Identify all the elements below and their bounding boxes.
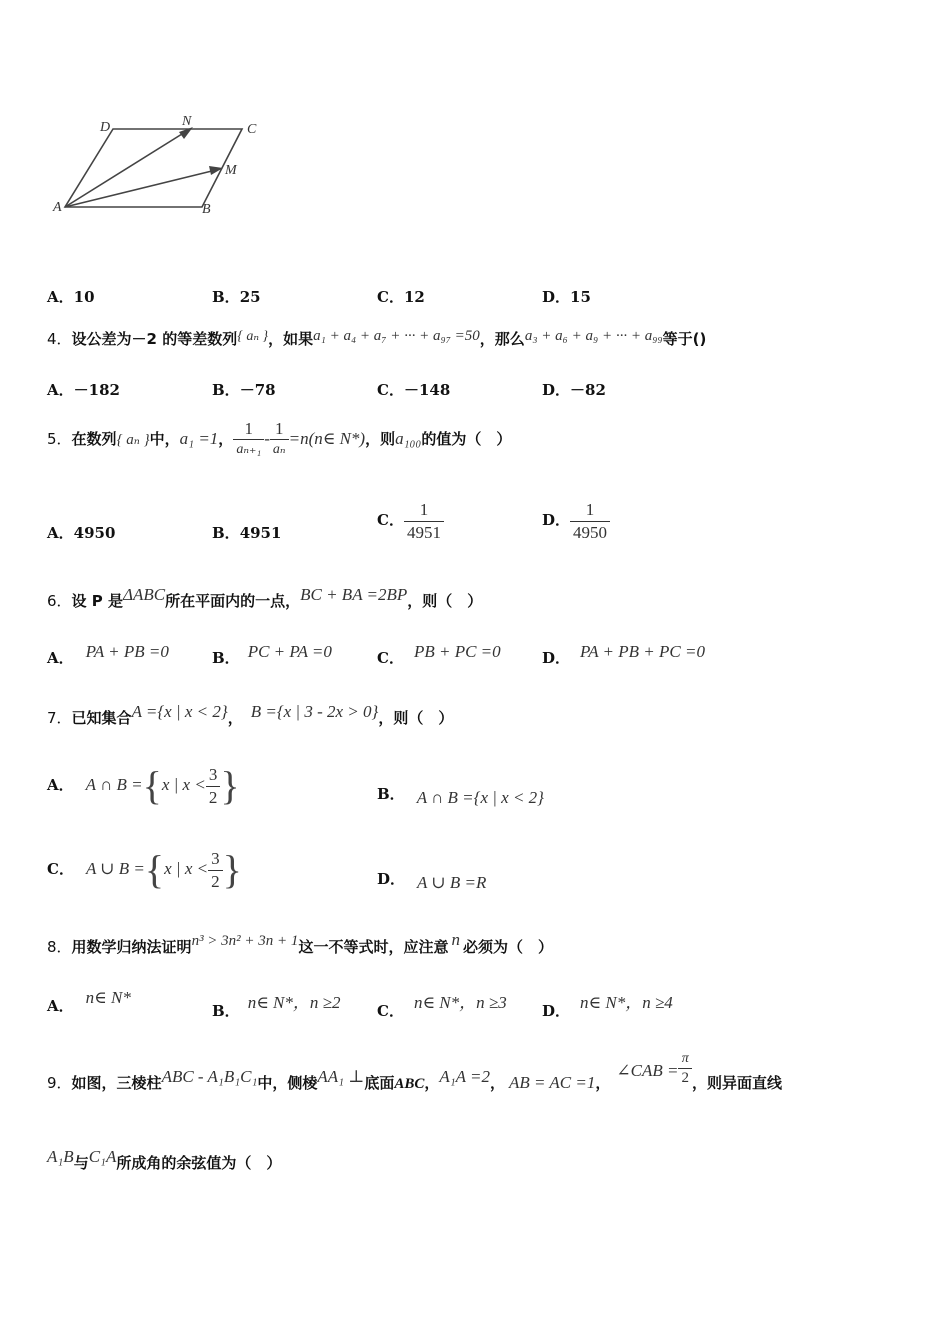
option-text: n∈ N*，n ≥3 — [413, 993, 507, 1012]
q7-option-a[interactable] — [47, 757, 240, 813]
q5-text-5: 的值为（ ） — [421, 430, 512, 448]
q4-math-1: a₁ + a₄ + a₇ + ··· + a₉₇ =50 — [313, 328, 480, 344]
q5-math-2: =n(n∈ N*) — [288, 429, 366, 448]
option-set: x | x < — [161, 775, 206, 794]
q9-math-8: C₁A — [88, 1147, 117, 1166]
right-brace-icon: } — [220, 763, 240, 808]
q8-option-b[interactable] — [212, 988, 340, 1021]
question-6 — [47, 585, 482, 611]
q8-option-c[interactable] — [377, 988, 507, 1021]
option-prefix: A ∪ B = — [85, 859, 145, 878]
q5-minus: - — [264, 429, 270, 448]
option-letter: C． — [377, 288, 404, 306]
option-text: PC + PA =0 — [247, 642, 332, 661]
q8-text-2: 这一不等式时，应注意 — [298, 938, 449, 956]
q9-math-6: ∠CAB = — [616, 1061, 679, 1080]
option-letter: D． — [377, 870, 406, 888]
option-text: PA + PB + PC =0 — [580, 642, 705, 661]
question-number: 4． — [47, 330, 72, 348]
question-5 — [47, 414, 511, 464]
q5-fraction-1 — [233, 419, 264, 460]
option-set: x | x < — [164, 859, 209, 878]
q8-option-d[interactable] — [542, 988, 673, 1021]
fraction-numerator: 3 — [208, 848, 223, 871]
q3-option-d[interactable] — [542, 286, 591, 307]
fraction-denominator: 2 — [211, 871, 220, 891]
label-m: M — [225, 163, 237, 178]
question-8 — [47, 930, 553, 957]
q7-math-2: B ={x | 3 - 2x > 0} — [250, 702, 379, 721]
fraction-numerator: 3 — [206, 764, 221, 787]
option-text: －82 — [570, 381, 606, 399]
q5-option-c[interactable] — [377, 496, 444, 544]
option-text: PB + PC =0 — [413, 642, 501, 661]
option-letter: D． — [542, 649, 571, 667]
fraction-numerator: π — [678, 1050, 692, 1069]
q5-fraction-2 — [270, 419, 289, 460]
question-4 — [47, 328, 706, 349]
q6-option-c[interactable] — [377, 642, 501, 668]
option-fraction — [208, 848, 223, 893]
fraction-denominator: aₙ — [272, 442, 286, 457]
q5-text-1: 在数列 — [71, 430, 117, 448]
label-n: N — [182, 114, 192, 129]
q7-text-2: ， — [227, 709, 243, 727]
label-a: A — [53, 200, 62, 215]
q9-text-9: 所成角的余弦值为（ ） — [116, 1154, 282, 1172]
q9-math-4: A₁A =2 — [439, 1067, 490, 1086]
question-number: 7． — [47, 709, 72, 727]
option-text: 10 — [73, 288, 95, 306]
option-letter: D． — [542, 511, 571, 529]
fraction-numerator: 1 — [233, 419, 264, 440]
q8-math-2: n — [451, 930, 460, 949]
q6-text-1: 设 P 是 — [71, 592, 123, 610]
right-brace-icon: } — [222, 847, 242, 892]
q9-math-5: AB = AC =1 — [508, 1073, 596, 1092]
fraction-numerator: 1 — [270, 419, 289, 440]
q6-text-3: ，则（ ） — [407, 592, 483, 610]
option-letter: D． — [542, 1002, 571, 1020]
q5-text-4: ，则 — [365, 430, 396, 448]
option-letter: B． — [377, 785, 405, 803]
option-text: A ∩ B ={x | x < 2} — [416, 788, 544, 807]
q9-text-2: 中，侧棱 — [257, 1074, 318, 1092]
q4-option-b[interactable] — [212, 379, 276, 400]
label-c: C — [247, 122, 257, 137]
q6-text-2: 所在平面内的一点， — [165, 592, 301, 610]
option-letter: C． — [377, 511, 404, 529]
option-text: 15 — [570, 288, 591, 306]
q5-text-2: 中， — [149, 430, 180, 448]
question-number: 5． — [47, 430, 72, 448]
option-text: 12 — [403, 288, 425, 306]
q7-text-3: ，则（ ） — [378, 709, 454, 727]
option-letter: C． — [377, 649, 404, 667]
label-b: B — [202, 202, 211, 217]
q4-math-2: a₃ + a₆ + a₉ + ··· + a₉₉ — [524, 328, 663, 344]
q9-math-2: AA₁ ⊥ — [317, 1067, 365, 1086]
question-9 — [47, 1046, 782, 1096]
question-number: 6． — [47, 592, 72, 610]
fraction-denominator: 4951 — [406, 522, 441, 542]
q4-option-a[interactable] — [47, 379, 120, 400]
option-text: 25 — [239, 288, 261, 306]
option-text: n∈ N*，n ≥2 — [247, 993, 341, 1012]
q5-text-3: ， — [218, 430, 234, 448]
option-text: 4951 — [239, 524, 282, 542]
q4-option-d[interactable] — [542, 379, 606, 400]
q5-math-3: a₁₀₀ — [395, 429, 422, 448]
option-text: －148 — [403, 381, 451, 399]
q9-text-7: ，则异面直线 — [691, 1074, 782, 1092]
q8-option-a[interactable] — [47, 988, 131, 1016]
q7-option-c[interactable] — [47, 841, 242, 897]
q4-seq: { aₙ } — [237, 329, 269, 344]
q4-text-3: ，那么 — [479, 330, 525, 348]
q6-option-a[interactable] — [47, 642, 169, 668]
option-letter: A． — [47, 649, 74, 667]
q9-text-4: ， — [424, 1074, 440, 1092]
q3-option-b[interactable] — [212, 286, 261, 307]
q5-option-b[interactable] — [212, 522, 281, 543]
option-fraction — [570, 499, 610, 544]
q3-option-c[interactable] — [377, 286, 425, 307]
q5-math-1: a₁ =1 — [179, 429, 219, 448]
option-letter: C． — [47, 860, 74, 878]
option-letter: B． — [212, 288, 240, 306]
q5-option-a[interactable] — [47, 522, 115, 543]
option-fraction — [404, 499, 444, 544]
option-text: n∈ N* — [85, 988, 131, 1007]
parallelogram-figure — [45, 110, 275, 225]
q8-text-3: 必须为（ ） — [462, 938, 553, 956]
q9-text-6: ， — [595, 1074, 611, 1092]
q7-option-b[interactable] — [377, 783, 544, 808]
option-fraction — [206, 764, 221, 809]
option-letter: C． — [377, 1002, 404, 1020]
q9-text-1: 如图，三棱柱 — [71, 1074, 162, 1092]
q6-option-d[interactable] — [542, 642, 705, 668]
option-letter: A． — [47, 288, 74, 306]
q9-text-3: 底面 — [364, 1074, 395, 1092]
option-text: n∈ N*，n ≥4 — [580, 993, 673, 1012]
option-text: －182 — [73, 381, 120, 399]
option-letter: B． — [212, 524, 240, 542]
left-brace-icon: { — [144, 847, 165, 892]
q5-option-d[interactable] — [542, 496, 610, 544]
q4-option-c[interactable] — [377, 379, 450, 400]
fraction-denominator: 2 — [208, 787, 218, 807]
option-letter: B． — [212, 381, 240, 399]
q7-option-d[interactable] — [377, 868, 486, 893]
q5-seq: { aₙ } — [116, 432, 150, 448]
fraction-denominator: aₙ₊₁ — [236, 442, 262, 457]
option-text: PA + PB =0 — [85, 642, 169, 661]
option-letter: A． — [47, 381, 74, 399]
q7-text-1: 已知集合 — [71, 709, 132, 727]
q8-text-1: 用数学归纳法证明 — [71, 938, 192, 956]
fraction-numerator: 1 — [570, 499, 610, 522]
option-letter: C． — [377, 381, 404, 399]
fraction-numerator: 1 — [404, 499, 444, 522]
q8-math-1: n³ > 3n² + 3n + 1 — [191, 933, 299, 949]
question-number: 8． — [47, 938, 72, 956]
question-9-line-2 — [47, 1147, 281, 1173]
q9-text-5: ， — [489, 1074, 505, 1092]
option-letter: B． — [212, 649, 240, 667]
label-d: D — [100, 120, 111, 135]
q9-fraction — [678, 1050, 692, 1087]
option-text: 4950 — [73, 524, 116, 542]
q4-text-4: 等于() — [662, 330, 707, 348]
option-letter: B． — [212, 1002, 240, 1020]
q9-math-3: ABC — [394, 1076, 425, 1092]
left-brace-icon: { — [142, 763, 162, 808]
q7-math-1: A ={x | x < 2} — [131, 702, 228, 721]
q4-text-1: 设公差为－2 的等差数列 — [71, 330, 238, 348]
fraction-denominator: 4950 — [573, 522, 608, 542]
option-letter: A． — [47, 776, 74, 794]
q3-option-a[interactable] — [47, 286, 95, 307]
q9-text-8: 与 — [73, 1154, 89, 1172]
option-prefix: A ∩ B = — [85, 775, 143, 794]
question-number: 9． — [47, 1074, 72, 1092]
fraction-denominator: 2 — [681, 1070, 689, 1086]
option-text: －78 — [239, 381, 276, 399]
q6-math-2: BC + BA =2BP — [300, 585, 408, 604]
option-letter: A． — [47, 524, 74, 542]
option-letter: D． — [542, 288, 571, 306]
q4-text-2: ，如果 — [268, 330, 314, 348]
q9-math-1: ABC - A₁B₁C₁ — [161, 1067, 258, 1086]
question-7 — [47, 702, 453, 728]
q6-math-1: ΔABC — [123, 585, 166, 604]
q6-option-b[interactable] — [212, 642, 332, 668]
option-letter: A． — [47, 997, 74, 1015]
option-text: A ∪ B =R — [417, 873, 487, 892]
option-letter: D． — [542, 381, 571, 399]
q9-math-7: A₁B — [47, 1147, 74, 1166]
